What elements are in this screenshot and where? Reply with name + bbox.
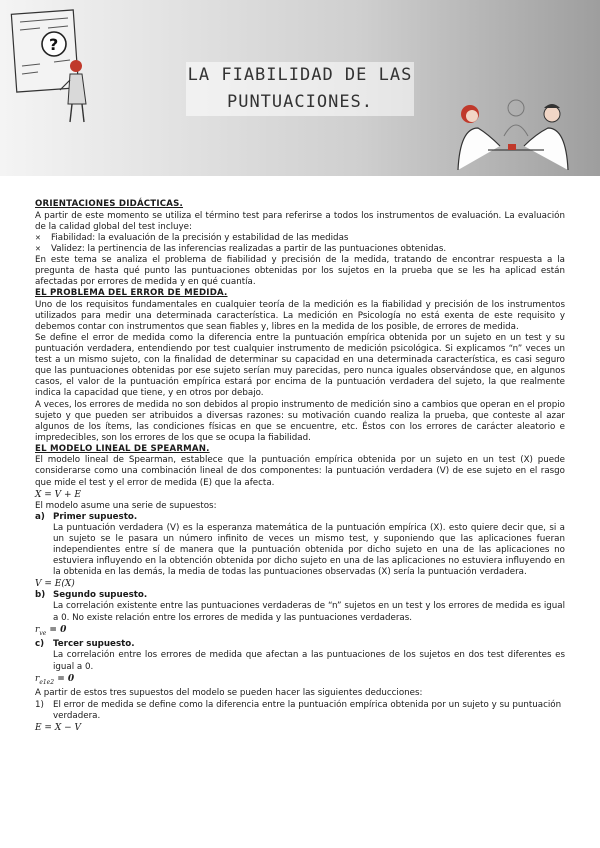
document-body [35, 199, 565, 734]
formula-e: E = X − V [35, 722, 82, 733]
bullet-icon: ✕ [35, 233, 41, 242]
paragraph: Uno de los requisitos fundamentales en cualquier teoría de la medición es la fiabilidad y precisión de los instrumentos utilizados para medir una determinada característica. La medición en Psicología no está exenta de este requisito y debemos contar con instrumentos que sean fiables y, libres en la medida de los posible, de errores de medida. [35, 299, 565, 332]
list-item: ✕ Validez: la pertinencia de las inferencias realizadas a partir de las puntuaciones obtenidas. [35, 243, 447, 254]
people-at-meeting-icon [448, 94, 578, 172]
heading-modelo: EL MODELO LINEAL DE SPEARMAN. [35, 443, 210, 454]
header-banner [0, 0, 600, 176]
paragraph: En este tema se analiza el problema de fiabilidad y precisión de la medida, tratando de encontrar respuesta a la pregunta de hasta qué punto las puntuaciones obtenidas por los sujetos en la prueba que se les ha aplicad están afectadas por errores de medida y en qué cuantía. [35, 254, 565, 288]
bullet-icon: ✕ [35, 244, 41, 253]
list-item: 1) El error de medida se define como la diferencia entre la puntuación empírica obtenida por un sujeto y su puntuación verdadera. [35, 699, 562, 721]
formula-re1e2: $r_{e1e2} = 0$ [35, 673, 75, 686]
supuesto-title: c) Tercer supuesto. [35, 639, 135, 650]
page-title [186, 62, 414, 116]
heading-problema: EL PROBLEMA DEL ERROR DE MEDIDA. [35, 288, 228, 299]
paragraph: El modelo lineal de Spearman, establece que la puntuación empírica obtenida por un sujeto en un test (X) puede considerarse como una combinación lineal de dos componentes: la puntuación verdadera (V) de ese sujeto en el rasgo que mide el test y el error de medida (E) que la afecta. [35, 455, 565, 488]
paragraph: El modelo asume una serie de supuestos: [35, 500, 217, 511]
formula-rve: $r_{ve} = 0$ [35, 624, 67, 637]
paragraph: Se define el error de medida como la diferencia entre la puntuación empírica obtenida por un sujeto en un test y su puntuación verdadera, entendiendo por test cualquier instrumento de medición psicológica. Si explicamos “n” veces un test a un mismo sujeto, con la finalidad de determinar su capacidad en una determinada característica, es casi seguro que las puntuaciones obtenidas por ese sujeto serían muy parecidas, pero nunca iguales observándose que, en algunos casos, el valor de la puntuación empírica estará por encima de la puntuación verdadera del sujeto, la que realmente indica la capacidad que tiene, y en otros por debajo. [35, 332, 565, 399]
paragraph: A partir de estos tres supuestos del modelo se pueden hacer las siguientes deducciones: [35, 688, 423, 699]
supuesto-title: b) Segundo supuesto. [35, 590, 148, 601]
paragraph: A partir de este momento se utiliza el término test para referirse a todos los instrumentos de evaluación. La evaluación de la calidad global del test incluye: [35, 210, 565, 232]
paragraph: La correlación existente entre las puntuaciones verdaderas de “n” sujetos en un test y los errores de medida es igual a 0. No existe relación entre los errores de medida y las puntuaciones verdaderas. [53, 601, 565, 623]
title-line-1: LA FIABILIDAD DE LAS [187, 65, 413, 85]
title-line-2: PUNTUACIONES. [226, 92, 374, 112]
supuesto-title: a) Primer supuesto. [35, 511, 138, 522]
svg-text:?: ? [49, 35, 59, 54]
paragraph: A veces, los errores de medida no son debidos al propio instrumento de medición sino a cambios que operan en el propio sujeto y que pueden ser atribuidos a diversas razones: su motivación cuando realiza la prueba, que conteste al azar algunos de los ítems, las condiciones físicas en que se encuentre, etc. Éstos con los errores de carácter aleatorio e impredecibles, son los errores de los que se ocupa la fiabilidad. [35, 399, 565, 443]
paragraph: La correlación entre los errores de medida que afectan a las puntuaciones de los sujetos en dos test diferentes es igual a 0. [53, 650, 565, 672]
formula-x: X = V + E [35, 489, 82, 500]
question-board-person-icon [10, 6, 96, 126]
formula-v: V = E(X) [35, 579, 75, 590]
heading-orientaciones: ORIENTACIONES DIDÁCTICAS. [35, 199, 183, 209]
paragraph: La puntuación verdadera (V) es la esperanza matemática de la puntuación empírica (X). esto quiere decir que, si a un sujeto se le pasara un número infinito de veces un mismo test, y suponiendo que las aplicaciones fueran independientes entre sí de manera que la puntuación obtenida por dicho sujeto en una de las aplicaciones no estuviera influyendo en la obtención obtenida por dicho sujeto en una de las aplicaciones no estuviera influyendo en la obtenida en las demás, la media de todas las puntuaciones observadas (X) sería la puntuación verdadera. [53, 522, 565, 578]
list-item: ✕ Fiabilidad: la evaluación de la precisión y estabilidad de las medidas [35, 232, 349, 243]
